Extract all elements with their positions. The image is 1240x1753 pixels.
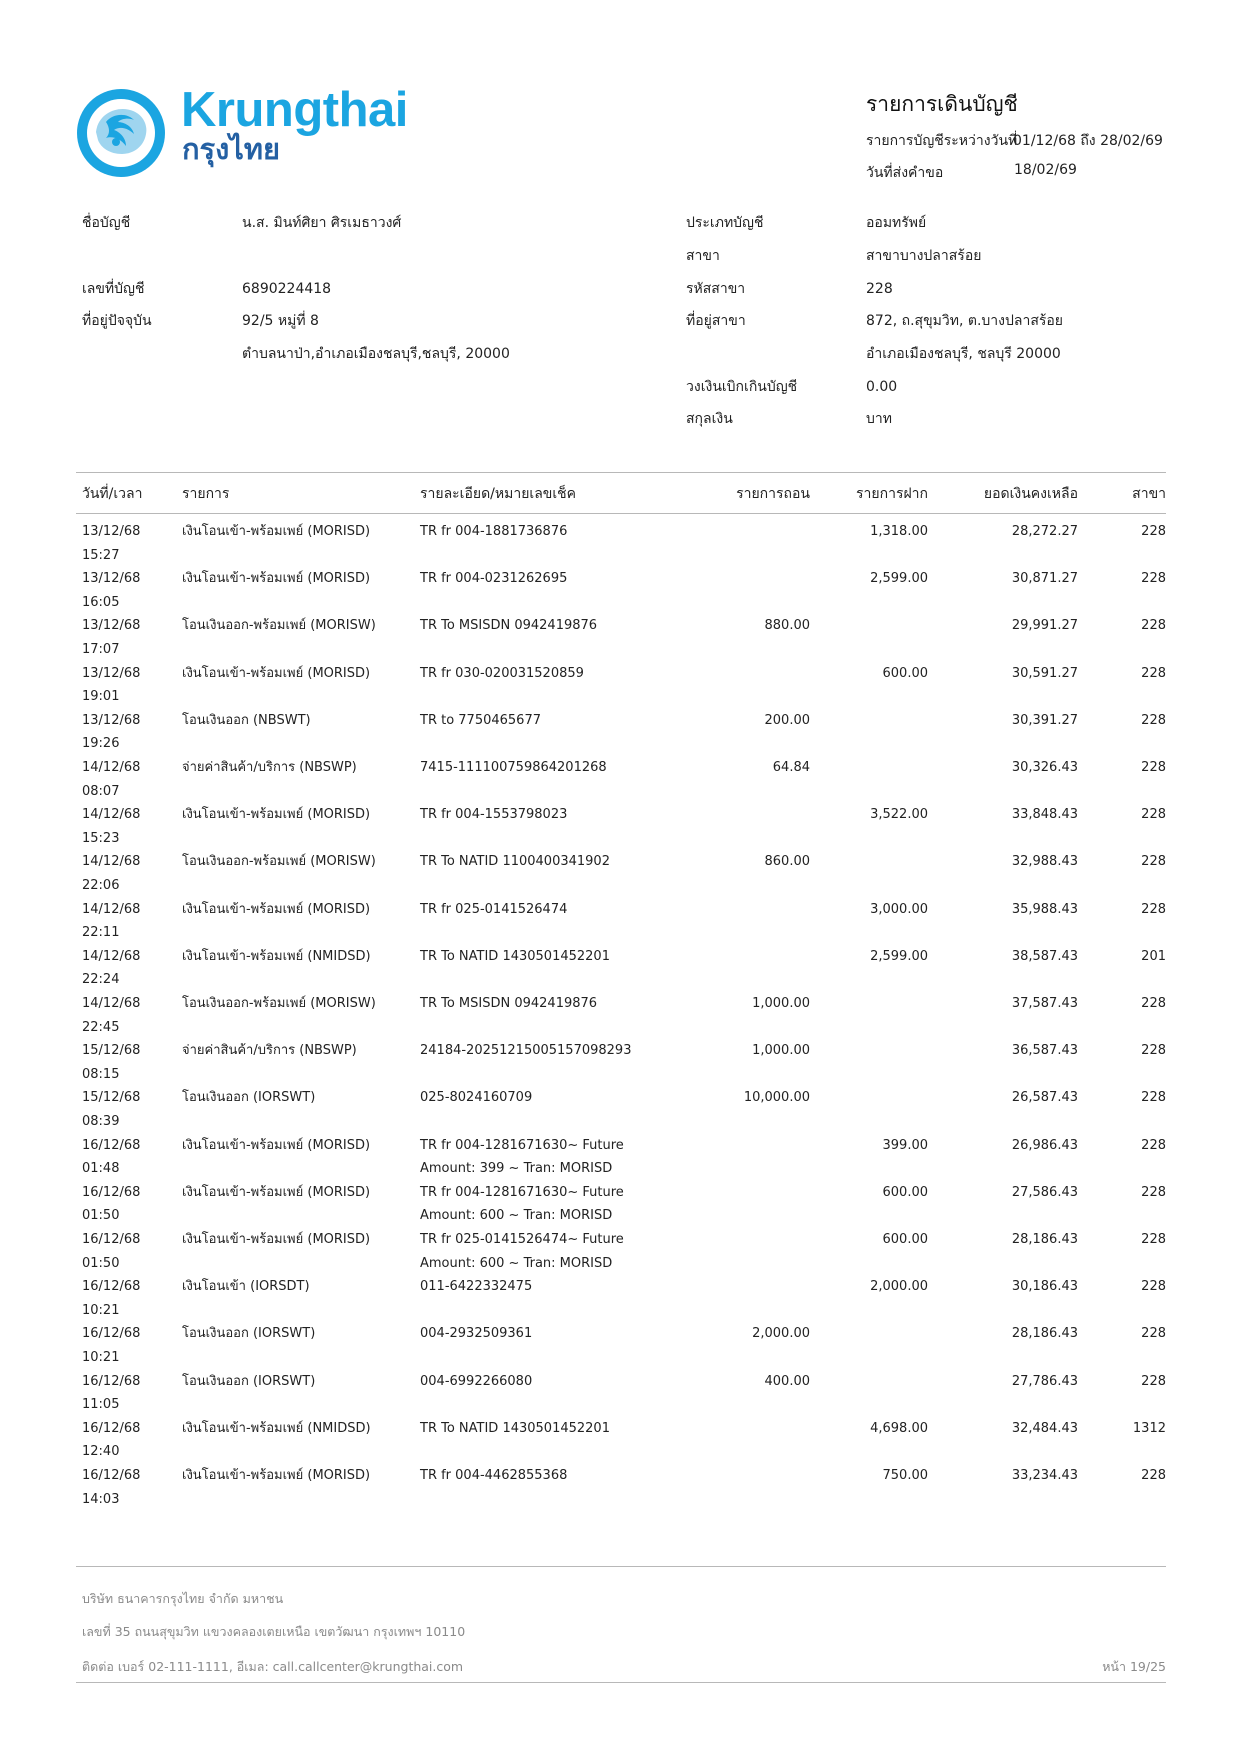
cell-balance: 33,848.43: [1011, 807, 1078, 823]
cell-datetime: [82, 992, 162, 1039]
cell-datetime: [82, 1370, 162, 1417]
cell-description: เงินโอนเข้า-พร้อมเพย์ (MORISD): [182, 1232, 371, 1247]
cell-balance: 32,484.43: [1011, 1420, 1078, 1436]
branch-address-line-2: อำเภอเมืองชลบุรี, ชลบุรี 20000: [866, 346, 1061, 362]
table-row: [0, 992, 1240, 1039]
cell-balance: 32,988.43: [1011, 854, 1078, 870]
table-top-rule: [76, 472, 1166, 473]
cell-deposit: 2,599.00: [870, 948, 928, 964]
cell-detail: TR fr 004-1881736876: [420, 524, 568, 539]
table-row: [0, 1181, 1240, 1228]
cell-time: 08:15: [82, 1066, 120, 1082]
cell-time: 22:11: [82, 925, 120, 941]
cell-date: 14/12/68: [82, 760, 141, 775]
cell-detail: TR fr 030-020031520859: [420, 665, 584, 681]
branch-code-label: รหัสสาขา: [686, 281, 746, 297]
cell-branch: 1312: [1132, 1420, 1166, 1436]
cell-date: 14/12/68: [82, 901, 141, 917]
cell-date: 15/12/68: [82, 1090, 141, 1106]
table-row: [0, 1134, 1240, 1181]
cell-time: 19:26: [82, 736, 120, 752]
transaction-table-body: [0, 520, 1240, 1520]
cell-balance: 37,587.43: [1011, 996, 1078, 1011]
cell-description: จ่ายค่าสินค้า/บริการ (NBSWP): [182, 760, 357, 775]
cell-balance: 30,186.43: [1011, 1279, 1078, 1295]
cell-detail: 025-8024160709: [420, 1090, 533, 1106]
cell-date: 16/12/68: [82, 1279, 141, 1295]
address-label: ที่อยู่ปัจจุบัน: [82, 313, 152, 329]
cell-description: เงินโอนเข้า-พร้อมเพย์ (NMIDSD): [182, 948, 371, 964]
cell-detail: 7415-111100759864201268: [420, 760, 607, 775]
cell-detail: TR To NATID 1100400341902: [420, 854, 610, 870]
col-header-balance: ยอดเงินคงเหลือ: [983, 486, 1078, 502]
cell-datetime: [82, 1464, 162, 1511]
cell-deposit: 4,698.00: [870, 1420, 928, 1436]
footer-contact: ติดต่อ เบอร์ 02-111-1111, อีเมล: call.callcenter@krungthai.com: [82, 1659, 464, 1674]
cell-branch: 228: [1141, 1043, 1166, 1059]
cell-time: 19:01: [82, 689, 120, 705]
table-header-rule: [76, 513, 1166, 514]
cell-balance: 26,986.43: [1011, 1137, 1078, 1153]
cell-balance: 30,326.43: [1011, 760, 1078, 775]
branch-address-label: ที่อยู่สาขา: [686, 313, 746, 329]
table-row: [0, 567, 1240, 614]
cell-description: เงินโอนเข้า-พร้อมเพย์ (MORISD): [182, 1468, 371, 1483]
table-row: [0, 1275, 1240, 1322]
cell-datetime: [82, 662, 162, 709]
krungthai-logo-icon: [76, 88, 166, 178]
footer-company: บริษัท ธนาคารกรุงไทย จำกัด มหาชน: [82, 1591, 284, 1606]
request-date-value: 18/02/69: [1014, 162, 1077, 178]
cell-balance: 28,186.43: [1011, 1232, 1078, 1247]
cell-description: เงินโอนเข้า-พร้อมเพย์ (MORISD): [182, 1184, 371, 1200]
cell-balance: 28,186.43: [1011, 1326, 1078, 1342]
cell-branch: 228: [1141, 665, 1166, 681]
cell-deposit: 3,000.00: [870, 901, 928, 917]
cell-date: 16/12/68: [82, 1468, 141, 1483]
cell-description: เงินโอนเข้า (IORSDT): [182, 1279, 310, 1295]
cell-withdrawal: 860.00: [764, 854, 810, 870]
col-header-branch: สาขา: [1132, 486, 1166, 502]
cell-datetime: [82, 756, 162, 803]
cell-detail: 011-6422332475: [420, 1279, 533, 1295]
cell-detail: TR fr 004-1281671630~ Future Amount: 399 ~ Tran: MORISD: [420, 1137, 624, 1177]
cell-detail: TR To MSISDN 0942419876: [420, 618, 598, 634]
cell-balance: 30,871.27: [1011, 571, 1078, 587]
cell-date: 16/12/68: [82, 1326, 141, 1342]
cell-date: 15/12/68: [82, 1043, 141, 1059]
cell-datetime: [82, 1181, 162, 1228]
cell-branch: 228: [1141, 1232, 1166, 1247]
cell-time: 08:39: [82, 1113, 120, 1129]
cell-datetime: [82, 1228, 162, 1275]
cell-balance: 26,587.43: [1011, 1090, 1078, 1106]
cell-deposit: 2,599.00: [870, 571, 928, 587]
cell-branch: 228: [1141, 571, 1166, 587]
overdraft-label: วงเงินเบิกเกินบัญชี: [686, 379, 798, 395]
cell-detail: TR fr 004-1281671630~ Future Amount: 600 ~ Tran: MORISD: [420, 1184, 624, 1224]
cell-branch: 228: [1141, 760, 1166, 775]
cell-description: เงินโอนเข้า-พร้อมเพย์ (NMIDSD): [182, 1420, 371, 1436]
brand-name-en: Krungthai: [181, 83, 408, 137]
account-number-label: เลขที่บัญชี: [82, 281, 145, 297]
cell-deposit: 600.00: [882, 1184, 928, 1200]
cell-time: 01:48: [82, 1161, 120, 1177]
cell-detail: TR to 7750465677: [420, 712, 541, 728]
cell-detail: TR fr 004-4462855368: [420, 1468, 568, 1483]
cell-withdrawal: 64.84: [772, 760, 810, 775]
cell-description: โอนเงินออก (NBSWT): [182, 712, 311, 728]
table-row: [0, 945, 1240, 992]
cell-time: 14:03: [82, 1491, 120, 1507]
cell-branch: 228: [1141, 1468, 1166, 1483]
cell-detail: TR fr 004-1553798023: [420, 807, 568, 823]
cell-withdrawal: 10,000.00: [743, 1090, 810, 1106]
table-row: [0, 614, 1240, 661]
cell-description: โอนเงินออก (IORSWT): [182, 1373, 316, 1389]
account-type-value: ออมทรัพย์: [866, 215, 927, 231]
cell-detail: TR fr 025-0141526474: [420, 901, 568, 917]
cell-withdrawal: 200.00: [764, 712, 810, 728]
table-row: [0, 1322, 1240, 1369]
account-name-value: น.ส. มินท์ศิยา ศิรเมธาวงศ์: [242, 215, 402, 231]
account-number-value: 6890224418: [242, 281, 332, 297]
period-value: 01/12/68 ถึง 28/02/69: [1013, 133, 1163, 149]
cell-description: เงินโอนเข้า-พร้อมเพย์ (MORISD): [182, 571, 371, 587]
cell-datetime: [82, 1039, 162, 1086]
brand-name-th: กรุงไทย: [182, 132, 280, 166]
cell-datetime: [82, 1322, 162, 1369]
branch-address-line-1: 872, ถ.สุขุมวิท, ต.บางปลาสร้อย: [866, 313, 1064, 329]
table-row: [0, 1039, 1240, 1086]
cell-branch: 228: [1141, 1373, 1166, 1389]
col-header-datetime: วันที่/เวลา: [82, 486, 143, 502]
cell-datetime: [82, 898, 162, 945]
cell-time: 15:23: [82, 830, 120, 846]
table-row: [0, 1370, 1240, 1417]
cell-deposit: 600.00: [882, 1232, 928, 1247]
cell-branch: 228: [1141, 854, 1166, 870]
col-header-description: รายการ: [182, 486, 230, 502]
cell-datetime: [82, 614, 162, 661]
cell-time: 22:45: [82, 1019, 120, 1035]
cell-date: 13/12/68: [82, 571, 141, 587]
cell-datetime: [82, 567, 162, 614]
table-row: [0, 850, 1240, 897]
cell-detail: 24184-20251215005157098293: [420, 1043, 632, 1059]
table-row: [0, 1228, 1240, 1275]
cell-description: จ่ายค่าสินค้า/บริการ (NBSWP): [182, 1043, 357, 1059]
cell-date: 14/12/68: [82, 948, 141, 964]
cell-date: 14/12/68: [82, 807, 141, 823]
cell-date: 16/12/68: [82, 1373, 141, 1389]
cell-time: 22:06: [82, 877, 120, 893]
footer-address: เลขที่ 35 ถนนสุขุมวิท แขวงคลองเตยเหนือ เขตวัฒนา กรุงเทพฯ 10110: [82, 1624, 466, 1639]
branch-label: สาขา: [686, 248, 720, 264]
cell-time: 22:24: [82, 972, 120, 988]
table-row: [0, 898, 1240, 945]
period-label: รายการบัญชีระหว่างวันที่: [866, 133, 1018, 149]
cell-withdrawal: 2,000.00: [752, 1326, 810, 1342]
cell-branch: 228: [1141, 1279, 1166, 1295]
table-row: [0, 1417, 1240, 1464]
cell-description: เงินโอนเข้า-พร้อมเพย์ (MORISD): [182, 807, 371, 823]
cell-datetime: [82, 803, 162, 850]
account-name-label: ชื่อบัญชี: [82, 215, 131, 231]
cell-branch: 228: [1141, 901, 1166, 917]
cell-branch: 228: [1141, 807, 1166, 823]
cell-datetime: [82, 1417, 162, 1464]
cell-detail: TR To NATID 1430501452201: [420, 1420, 610, 1436]
branch-code-value: 228: [866, 281, 893, 297]
cell-datetime: [82, 1275, 162, 1322]
cell-time: 08:07: [82, 783, 120, 799]
cell-deposit: 399.00: [882, 1137, 928, 1153]
address-line-2: ตำบลนาป่า,อำเภอเมืองชลบุรี,ชลบุรี, 20000: [242, 346, 510, 362]
account-type-label: ประเภทบัญชี: [686, 215, 764, 231]
cell-time: 01:50: [82, 1208, 120, 1224]
cell-time: 12:40: [82, 1444, 120, 1460]
cell-description: เงินโอนเข้า-พร้อมเพย์ (MORISD): [182, 901, 371, 917]
table-row: [0, 709, 1240, 756]
cell-deposit: 750.00: [882, 1468, 928, 1483]
cell-description: เงินโอนเข้า-พร้อมเพย์ (MORISD): [182, 1137, 371, 1153]
cell-balance: 29,991.27: [1011, 618, 1078, 634]
cell-balance: 28,272.27: [1011, 524, 1078, 539]
cell-description: โอนเงินออก-พร้อมเพย์ (MORISW): [182, 854, 376, 870]
cell-branch: 228: [1141, 996, 1166, 1011]
cell-detail: TR To NATID 1430501452201: [420, 948, 610, 964]
table-row: [0, 756, 1240, 803]
cell-detail: TR fr 025-0141526474~ Future Amount: 600 ~ Tran: MORISD: [420, 1232, 624, 1271]
cell-date: 16/12/68: [82, 1184, 141, 1200]
branch-value: สาขาบางปลาสร้อย: [866, 248, 982, 264]
cell-time: 15:27: [82, 547, 120, 563]
cell-time: 11:05: [82, 1397, 120, 1413]
cell-branch: 201: [1141, 948, 1166, 964]
cell-branch: 228: [1141, 1184, 1166, 1200]
cell-time: 16:05: [82, 594, 120, 610]
cell-balance: 38,587.43: [1011, 948, 1078, 964]
cell-branch: 228: [1141, 524, 1166, 539]
cell-time: 10:21: [82, 1349, 120, 1365]
cell-time: 01:50: [82, 1255, 120, 1271]
cell-date: 16/12/68: [82, 1420, 141, 1436]
cell-date: 13/12/68: [82, 712, 141, 728]
table-row: [0, 662, 1240, 709]
cell-datetime: [82, 850, 162, 897]
cell-withdrawal: 880.00: [764, 618, 810, 634]
cell-description: เงินโอนเข้า-พร้อมเพย์ (MORISD): [182, 665, 371, 681]
cell-date: 13/12/68: [82, 618, 141, 634]
currency-value: บาท: [866, 411, 892, 427]
address-line-1: 92/5 หมู่ที่ 8: [242, 313, 319, 329]
cell-description: โอนเงินออก (IORSWT): [182, 1326, 316, 1342]
document-title: รายการเดินบัญชี: [866, 92, 1018, 116]
cell-balance: 36,587.43: [1011, 1043, 1078, 1059]
footer-top-rule: [76, 1566, 1166, 1567]
cell-date: 13/12/68: [82, 665, 141, 681]
table-row: [0, 520, 1240, 567]
col-header-deposit: รายการฝาก: [856, 486, 928, 502]
cell-balance: 27,586.43: [1011, 1184, 1078, 1200]
cell-detail: TR fr 004-0231262695: [420, 571, 568, 587]
cell-detail: 004-2932509361: [420, 1326, 533, 1342]
cell-time: 17:07: [82, 641, 120, 657]
cell-date: 13/12/68: [82, 524, 141, 539]
cell-date: 14/12/68: [82, 996, 141, 1011]
cell-balance: 30,391.27: [1011, 712, 1078, 728]
cell-detail: 004-6992266080: [420, 1373, 533, 1389]
cell-deposit: 2,000.00: [870, 1279, 928, 1295]
cell-branch: 228: [1141, 712, 1166, 728]
cell-balance: 33,234.43: [1011, 1468, 1078, 1483]
col-header-detail: รายละเอียด/หมายเลขเช็ค: [420, 486, 576, 502]
table-row: [0, 803, 1240, 850]
cell-description: โอนเงินออก-พร้อมเพย์ (MORISW): [182, 618, 376, 634]
cell-deposit: 3,522.00: [870, 807, 928, 823]
cell-branch: 228: [1141, 1090, 1166, 1106]
cell-branch: 228: [1141, 1137, 1166, 1153]
cell-branch: 228: [1141, 618, 1166, 634]
cell-deposit: 600.00: [882, 665, 928, 681]
cell-deposit: 1,318.00: [870, 524, 928, 539]
cell-datetime: [82, 1134, 162, 1181]
cell-datetime: [82, 709, 162, 756]
cell-detail: TR To MSISDN 0942419876: [420, 996, 598, 1011]
page-number: หน้า 19/25: [1102, 1659, 1166, 1674]
overdraft-value: 0.00: [866, 379, 898, 395]
cell-datetime: [82, 1086, 162, 1133]
cell-withdrawal: 1,000.00: [752, 1043, 810, 1059]
cell-time: 10:21: [82, 1302, 120, 1318]
col-header-withdrawal: รายการถอน: [736, 486, 810, 502]
cell-datetime: [82, 945, 162, 992]
table-row: [0, 1464, 1240, 1511]
cell-date: 16/12/68: [82, 1137, 141, 1153]
table-row: [0, 1086, 1240, 1133]
cell-date: 14/12/68: [82, 854, 141, 870]
cell-balance: 27,786.43: [1011, 1373, 1078, 1389]
cell-balance: 35,988.43: [1011, 901, 1078, 917]
cell-description: โอนเงินออก-พร้อมเพย์ (MORISW): [182, 996, 376, 1011]
request-date-label: วันที่ส่งคำขอ: [866, 165, 944, 181]
footer-bottom-rule: [76, 1682, 1166, 1683]
currency-label: สกุลเงิน: [686, 411, 733, 427]
cell-date: 16/12/68: [82, 1232, 141, 1247]
cell-description: โอนเงินออก (IORSWT): [182, 1090, 316, 1106]
cell-balance: 30,591.27: [1011, 665, 1078, 681]
cell-branch: 228: [1141, 1326, 1166, 1342]
cell-description: เงินโอนเข้า-พร้อมเพย์ (MORISD): [182, 524, 371, 539]
cell-withdrawal: 1,000.00: [752, 996, 810, 1011]
cell-datetime: [82, 520, 162, 567]
cell-withdrawal: 400.00: [764, 1373, 810, 1389]
